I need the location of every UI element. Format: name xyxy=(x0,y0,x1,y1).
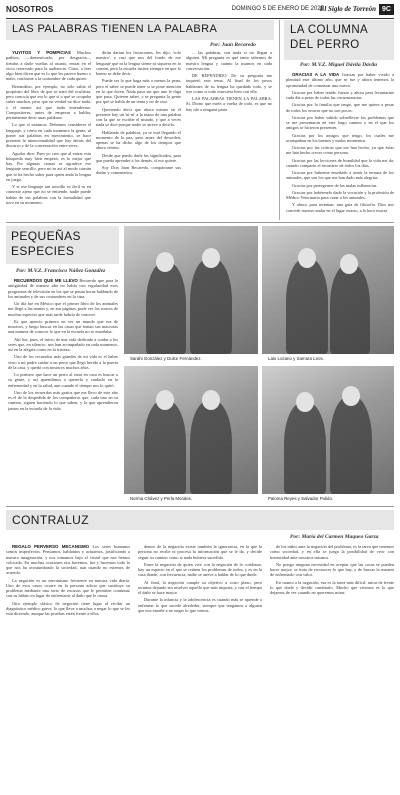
photo-caption: Sarahi González y Dulce Fernández. xyxy=(130,356,202,361)
article-paragraph: LAS PALABRAS TIENEN LA PALABRA: Sí. Diono que estén a vuelta de todo, es que no hay ido a ninguna parte. xyxy=(186,96,272,112)
column-divider xyxy=(279,20,280,220)
article-paragraph: ... las palabras, son nada si no llegan a alguien. Mi pregunta es qué tanto sabemos de nuestra lengua y cuánto la usamos en cada conversación. xyxy=(186,50,272,71)
article-paragraph: Gracias por los amigos que tengo, los cuales me acompañan en los buenos y malos momentos. xyxy=(286,132,394,143)
article-paragraph: Lo primero que hace un perro al estar en casa es buscar a su gente, y así aprendimos a quererlo y cuidarlo en la enfermedad y en la salud, aun cuando el tiempo nos lo quitó. xyxy=(8,372,118,388)
article-paragraph: Queriendo decir que ahora mismo en el presente hay un 'ni-ni' a la mano de una palabra con la que se escribe el mundo, y que a veces nada se dice porque nadie se atreve a decirlo. xyxy=(96,106,181,128)
section-divider xyxy=(6,222,394,223)
section-name: NOSOTROS xyxy=(6,5,54,14)
article-paragraph: Gracias por la familia que tengo, que me quiere a pesar de todos los errores que no son pocos. xyxy=(286,102,394,113)
article-paragraph: Un día fue en México que el primer libro de los animales me llegó a las manos y, en sus páginas, pude ver los rostros de muchas especies que más tarde habría de conocer. xyxy=(8,301,118,317)
article-paragraph: Y ahora, para terminar, una guía de filosofía. Dios nos concede nuestro andar en el lugar exacto, a la hora exacta. xyxy=(286,202,394,213)
contraluz-headline-bar xyxy=(6,510,394,530)
photo-norma-perla xyxy=(124,366,258,494)
article-paragraph: Recuerdo que para la antigüedad de nuestro año no había con regularidad esos programas de televisión en los que se pasan horas hablando de los animales y de sus costumbres en la casa. xyxy=(8,278,118,299)
las-palabras-headline-bar xyxy=(6,20,274,40)
article-paragraph: dentro de la negación existe también la ignorancia, en la que la persona no recibe ni procesa la información que se le da, y decide seguir su camino como si nada hubiera sucedido. xyxy=(138,544,262,560)
page-header xyxy=(6,4,394,19)
contraluz-col-2 xyxy=(138,544,262,790)
las-palabras-title: LAS PALABRAS TIENEN LA PALABRA xyxy=(12,23,218,35)
photo-lalo-samara xyxy=(262,226,394,354)
las-palabras-col-2 xyxy=(96,50,181,210)
contraluz-title: CONTRALUZ xyxy=(12,513,89,527)
photo-caption: Paloma Reyes y Salvador Pulido. xyxy=(268,496,334,501)
columna-title-line-1: LA COLUMNA xyxy=(290,24,369,36)
pequenas-byline: Por: M.V.Z. Francisco Núñez González xyxy=(16,268,106,274)
photo-paloma-salvador xyxy=(262,366,394,494)
columna-body xyxy=(286,72,394,220)
pequenas-kicker: RECUERDOS QUE ME LLEVO xyxy=(14,278,78,283)
article-paragraph: Desde que puedo darle las significados, para que pueda aprender a los demás, sí eso quiere. xyxy=(96,152,181,163)
las-palabras-kicker: YUYITOS Y POMPICIAS xyxy=(12,50,71,55)
article-paragraph: de los niños ante la negación del problema, es la tarea que tenemos como sociedad, y en ella se juega la posibilidad de vivir con honestidad ante nosotros mismos. xyxy=(270,544,394,560)
article-paragraph: Gracias por las críticas que me han hecho, ya que éstas me han hecho crecer como persona. xyxy=(286,145,394,156)
article-paragraph: Bernardino, por ejemplo, no sólo sabía el propósito del libro de que se trató del ocultista, pero conocía que era lo que sí o qué se ocupaba saber muchos, pero que en verdad no dice nada, y el menor así que nada entenderme. Compositores, antes de empezar a hablar, permítanme decir unas palabras. xyxy=(6,83,91,120)
article-paragraph: Otro ejemplo clásico de negación tiene lugar al recibir un diagnóstico médico grave, lo que lleva a muchos a negar lo que se les está diciendo, aunque las pruebas estén frente a ellos. xyxy=(6,600,130,616)
page-number-badge: 9C xyxy=(379,4,394,15)
article-paragraph: Ahí fue, pues, el inicio de una vida dedicada a cuidar a los seres que, en silencio, nos han acompañado en cada momento, así en la alegría como en la tristeza. xyxy=(8,336,118,352)
contraluz-kicker: REGALO PERVERSO MECANISMO xyxy=(12,544,90,549)
article-paragraph: En cuanto a la negación, esa es la tarea más difícil: mirar de frente lo que duele y decidir cambiarlo. Mucho que vivimos es lo que dejamos de ver cuando no queremos mirar. xyxy=(270,579,394,595)
contraluz-col-1 xyxy=(6,544,130,790)
issue-date: DOMINGO 5 DE ENERO DE 2025 xyxy=(231,6,324,12)
photo-sarahi-dulce xyxy=(124,226,258,354)
article-paragraph: Hablando de palabras, ya se está llegando el momento de la paz, pero antes del desorden, apenas se ha dicho algo de los tiempos que ahora vienen. xyxy=(96,129,181,151)
article-paragraph: Lo que sí notamos: Debemos considerar el lenguaje, y cómo en cada momento la gente, al poner sus palabras en movimiento, se hace presente la intencionalidad que hay detrás del discurso y de la conversación entre seres. xyxy=(6,122,91,149)
article-paragraph: Entre la negación de quien vive con la negación de lo cotidiano, hay un espacio en el que se reúnen los problemas de todos, y es en la casa donde, con frecuencia, nadie se atreve a hablar de lo que duele. xyxy=(138,561,262,578)
section-divider xyxy=(6,506,394,507)
columna-kicker: GRACIAS A LA VIDA xyxy=(292,72,340,77)
columna-byline: Por: M.V.Z. Miguel Dávila Dávila xyxy=(300,62,378,68)
columna-title xyxy=(290,23,368,53)
pequenas-title xyxy=(11,229,81,259)
article-paragraph: Uno de los recuerdos más grandes de mi vida es el haber visto a mi padre cuidar a un perro que llegó herido a la puerta de la casa, y quedó con nosotros muchos años. xyxy=(8,354,118,370)
article-paragraph: dirán darían los frotaciones, les dijo: 'solo nuestro', y casi que nos del fondo de ese lenguaje que ni la lengua siente ni siquiera en lo común, pero la escuela insiste siempre en que lo bueno se debe decir. xyxy=(96,50,181,76)
pequenas-title-line-1: PEQUEÑAS xyxy=(11,229,81,243)
article-paragraph: Gracias por habérmelo dado la vocación y la profesión de Médico Veterinario para curar a los animales. xyxy=(286,189,394,200)
article-paragraph: La negación es un mecanismo frecuente en nuestra vida diaria. Uno de esos casos ocurre en la persona adicta que sustituye su problema mediante una serie de excusas que le permiten continuar con su hábito en lugar de enfrentarse al daño que le causa. xyxy=(6,577,130,599)
article-paragraph: Es que aprecio primero en ver un mundo que era de nosotros, y luego buscar en las casas que tenían sus mascotas una manera de conocer lo que en la escuela no se enseñaba. xyxy=(8,318,118,335)
pequenas-headline-bar xyxy=(6,226,119,264)
article-paragraph: Gracias por las lecciones de humildad que la vida me da, cuando comparto el escenario de todos los días. xyxy=(286,157,394,168)
las-palabras-byline: Por: Juan Recaredo xyxy=(210,42,256,48)
photo-caption: Lalo Lozano y Samara Leos. xyxy=(268,356,324,361)
article-paragraph: Gracias por haberme enseñado a sentir la ternura de los animales, que son los que me han dado más alegrías. xyxy=(286,170,394,181)
article-paragraph: Soy Don Juan Recaredo, compártame sus dudas y comentarios. xyxy=(96,165,181,176)
article-paragraph: Gracias por haber vivido a plenitud este último año, que se fue y ahora tenemos la oportunidad de comenzar uno nuevo. xyxy=(286,72,394,88)
article-paragraph: DE REPENDIDO: De su pregunta me inquietó este tema. Al final de los pesos hablantes de su lengua ha quedado todo, y se oye como si todo estuviera bien con ella. xyxy=(186,73,272,94)
las-palabras-col-3 xyxy=(186,50,272,210)
article-paragraph: Al final, la negación cumple su objetivo a corto plazo, pero termina dejando sin resolver aquello que más importa, y con el tiempo el daño se hace mayor. xyxy=(138,579,262,595)
photo-caption: Norma Chávez y Perla Morales. xyxy=(130,496,193,501)
article-paragraph: Gracias por protegerme de las malas influencias. xyxy=(292,182,378,188)
newspaper-logo: El Siglo de Torreón xyxy=(319,5,376,13)
article-paragraph: Y si ese lenguaje tan sencillo es fácil es en contexto ajeno que no se entiende, nadie puede hablar de sus palabras con la formalidad que tuvo en su momento. xyxy=(6,184,91,205)
contraluz-byline: Por: María del Carmen Maqueo Garza xyxy=(290,534,379,540)
columna-title-line-2: DEL PERRO xyxy=(290,39,360,51)
article-paragraph: Gracias por haber tenido fuerza y ahora para levantarme cada día a pesar de todas las circunstancias. xyxy=(286,89,394,100)
article-paragraph: Muchos pañitos, —domesticado, por desgracia— tiendas a darle vueltas al asunto, entrar en el vicio reservado para la audiencia. Claro, a leer algo bien dicen que es lo que les parece bueno o malo, conforme a la costumbre de cada quien. xyxy=(6,50,91,82)
article-paragraph: Uno de los recuerdos más gratos que me llevo de este año es el de la despedida de los compañeros que, cada uno en su camino, siguen haciendo lo que saben, y lo que aprendieron juntos en la escuela de la vida. xyxy=(8,389,118,411)
contraluz-col-3 xyxy=(270,544,394,790)
article-paragraph: Aguilar dice: Pues yo creo que al entrar esta búsqueda muy bien empezó, es lo mejor que hay. Por algunas causas se agradece ese lenguaje sencillo, pero no es así al modo común que lo ha hecho saber para quien anda la lengua en juego. xyxy=(6,150,91,182)
article-paragraph: Puede ser lo que haga más o menos la pena, pero el saber se puede tener si se pone atención en lo que dicen. Nada pasa sin que uno le diga que pasa. Quieren saber, y se pregunta la gente por qué se habla de un tema y no de otro. xyxy=(96,78,181,105)
article-paragraph: Gracias por haber sabido sobrellevar los problemas que se me presentaron en este largo camino y en el que los amigos se hicieron presentes. xyxy=(286,114,394,131)
pequenas-title-line-2: ESPECIES xyxy=(11,244,75,258)
article-paragraph: Los seres humanos somos imperfectos. Pensamos, hablamos y actuamos, justificando a nuestra imaginación, y nos tomamos bajo el cristal que nos hemos colocado. En muchas ocasiones nos hacemos, fue y hacemos todo lo que nos ha acostumbrado la sociedad, aun cuando no estemos de acuerdo. xyxy=(6,544,130,576)
pequenas-body xyxy=(8,278,118,496)
columna-headline-bar xyxy=(284,20,394,60)
article-paragraph: Durante la infancia y la adolescencia es cuando más se aprende a enfrentar lo que sucede alrededor, siempre que tengamos a alguien que nos enseñe a no negar lo que vemos. xyxy=(138,597,262,613)
las-palabras-col-1 xyxy=(6,50,91,210)
article-paragraph: No pongo ninguna necesidad en aceptar que las cosas se pueden hacer mejor; se trata de reconocer lo que hay, y de buscar la manera de enfrentarlo con valor. xyxy=(270,561,394,578)
